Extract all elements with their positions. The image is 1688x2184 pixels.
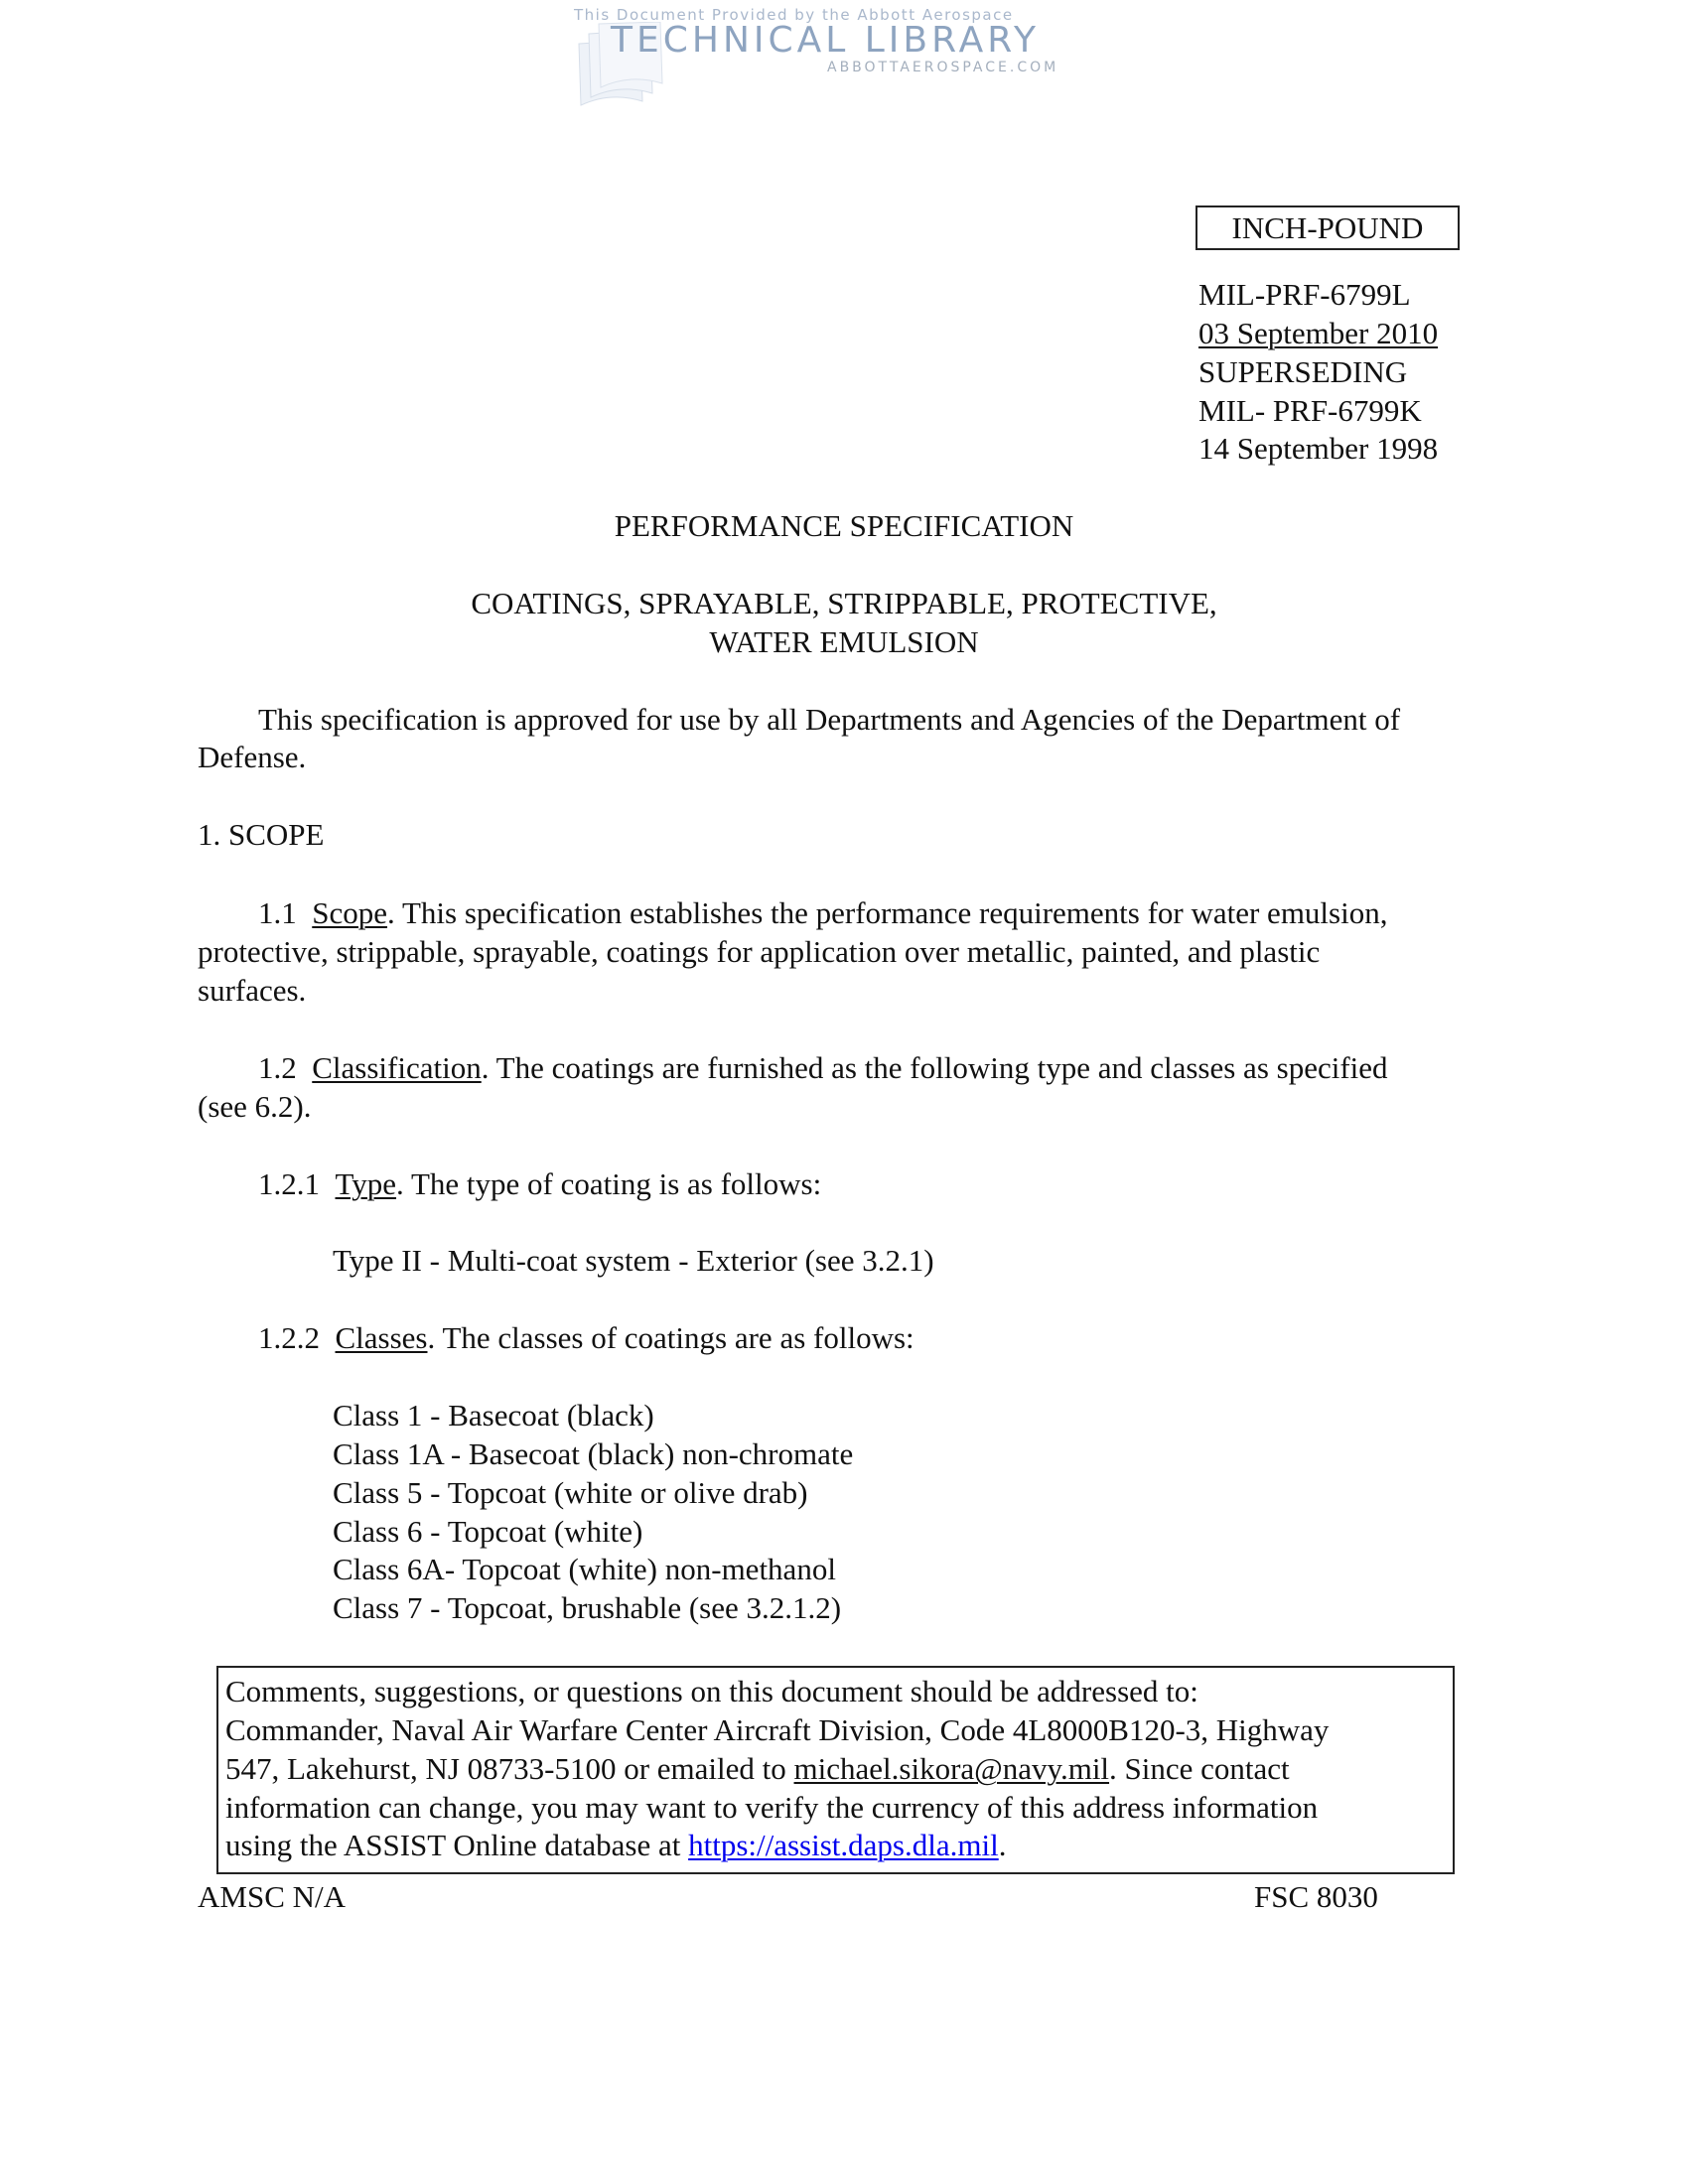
watermark-logo — [571, 4, 1087, 113]
paragraph-1-2-number: 1.2 — [258, 1050, 297, 1085]
amsc-code: AMSC N/A — [198, 1879, 347, 1914]
paragraph-1-2-2-text: . The classes of coatings are as follows: — [427, 1320, 914, 1355]
unit-badge — [1196, 205, 1460, 250]
comments-line-1: Comments, suggestions, or questions on this document should be addressed to: — [225, 1674, 1198, 1708]
paragraph-1-2-title: Classification — [312, 1050, 482, 1085]
superseding-label: SUPERSEDING — [1198, 354, 1408, 389]
paragraph-1-1-line-1 — [258, 893, 1387, 932]
document-id: MIL-PRF-6799L — [1198, 277, 1411, 312]
section-1-heading: 1. SCOPE — [198, 817, 325, 852]
spec-type-heading: PERFORMANCE SPECIFICATION — [614, 508, 1074, 543]
paragraph-1-2-line-2: (see 6.2). — [198, 1089, 312, 1124]
comments-line-2: Commander, Naval Air Warfare Center Aircraft Division, Code 4L8000B120-3, Highway — [225, 1712, 1330, 1747]
comments-line-5-suffix: . — [998, 1828, 1007, 1862]
watermark-site: ABBOTTAEROSPACE.COM — [827, 60, 1059, 75]
paragraph-1-2-2-number: 1.2.2 — [258, 1320, 320, 1355]
approval-statement-line-2: Defense. — [198, 740, 307, 774]
paragraph-1-1-number: 1.1 — [258, 895, 297, 930]
comments-line-5-prefix: using the ASSIST Online database at — [225, 1828, 689, 1862]
unit-badge-label: INCH-POUND — [1231, 210, 1424, 245]
comments-line-3-prefix: 547, Lakehurst, NJ 08733-5100 or emailed to — [225, 1751, 794, 1786]
assist-url-link[interactable]: https://assist.daps.dla.mil — [688, 1828, 999, 1862]
paragraph-1-1-line-2: protective, strippable, sprayable, coatings for application over metallic, painted, and plastic — [198, 934, 1321, 969]
class-list-item: Class 1A - Basecoat (black) non-chromate — [333, 1436, 854, 1471]
type-list-item: Type II - Multi-coat system - Exterior (see 3.2.1) — [333, 1243, 934, 1278]
watermark-provided-by: This Document Provided by the Abbott Aerospace — [574, 6, 1014, 24]
email-link[interactable]: michael.sikora@navy.mil — [793, 1751, 1110, 1786]
paragraph-1-2-line-1 — [258, 1048, 1388, 1087]
paragraph-1-2-2-title: Classes — [335, 1320, 428, 1355]
comments-line-4: information can change, you may want to verify the currency of this address information — [225, 1790, 1319, 1825]
class-list-item: Class 5 - Topcoat (white or olive drab) — [333, 1475, 808, 1510]
fsc-code: FSC 8030 — [1254, 1879, 1378, 1914]
spec-subject-line-1: COATINGS, SPRAYABLE, STRIPPABLE, PROTECTIVE, — [471, 586, 1217, 620]
comments-line-5 — [225, 1826, 1006, 1864]
superseded-document-date: 14 September 1998 — [1198, 431, 1439, 466]
comments-line-3 — [225, 1749, 1290, 1788]
comments-line-3-suffix: . Since contact — [1109, 1751, 1290, 1786]
document-date: 03 September 2010 — [1198, 316, 1439, 350]
paragraph-1-2-1-text: . The type of coating is as follows: — [396, 1166, 822, 1201]
paragraph-1-2-text: . The coatings are furnished as the following type and classes as specified — [481, 1050, 1388, 1085]
spec-subject-line-2: WATER EMULSION — [709, 624, 979, 659]
watermark-title: TECHNICAL LIBRARY — [611, 20, 1041, 61]
paragraph-1-1-text: . This specification establishes the performance requirements for water emulsion, — [387, 895, 1388, 930]
paragraph-1-2-2 — [258, 1318, 914, 1357]
class-list-item: Class 6 - Topcoat (white) — [333, 1514, 643, 1549]
approval-statement-line-1: This specification is approved for use by all Departments and Agencies of the Department of — [258, 702, 1401, 737]
class-list-item: Class 1 - Basecoat (black) — [333, 1398, 654, 1433]
superseded-document-id: MIL- PRF-6799K — [1198, 393, 1422, 428]
class-list-item: Class 7 - Topcoat, brushable (see 3.2.1.2) — [333, 1590, 842, 1625]
paragraph-1-2-1-title: Type — [335, 1166, 397, 1201]
paragraph-1-1-line-3: surfaces. — [198, 973, 307, 1008]
paragraph-1-1-title: Scope — [312, 895, 388, 930]
class-list-item: Class 6A- Topcoat (white) non-methanol — [333, 1552, 836, 1586]
paragraph-1-2-1 — [258, 1164, 821, 1203]
paragraph-1-2-1-number: 1.2.1 — [258, 1166, 320, 1201]
